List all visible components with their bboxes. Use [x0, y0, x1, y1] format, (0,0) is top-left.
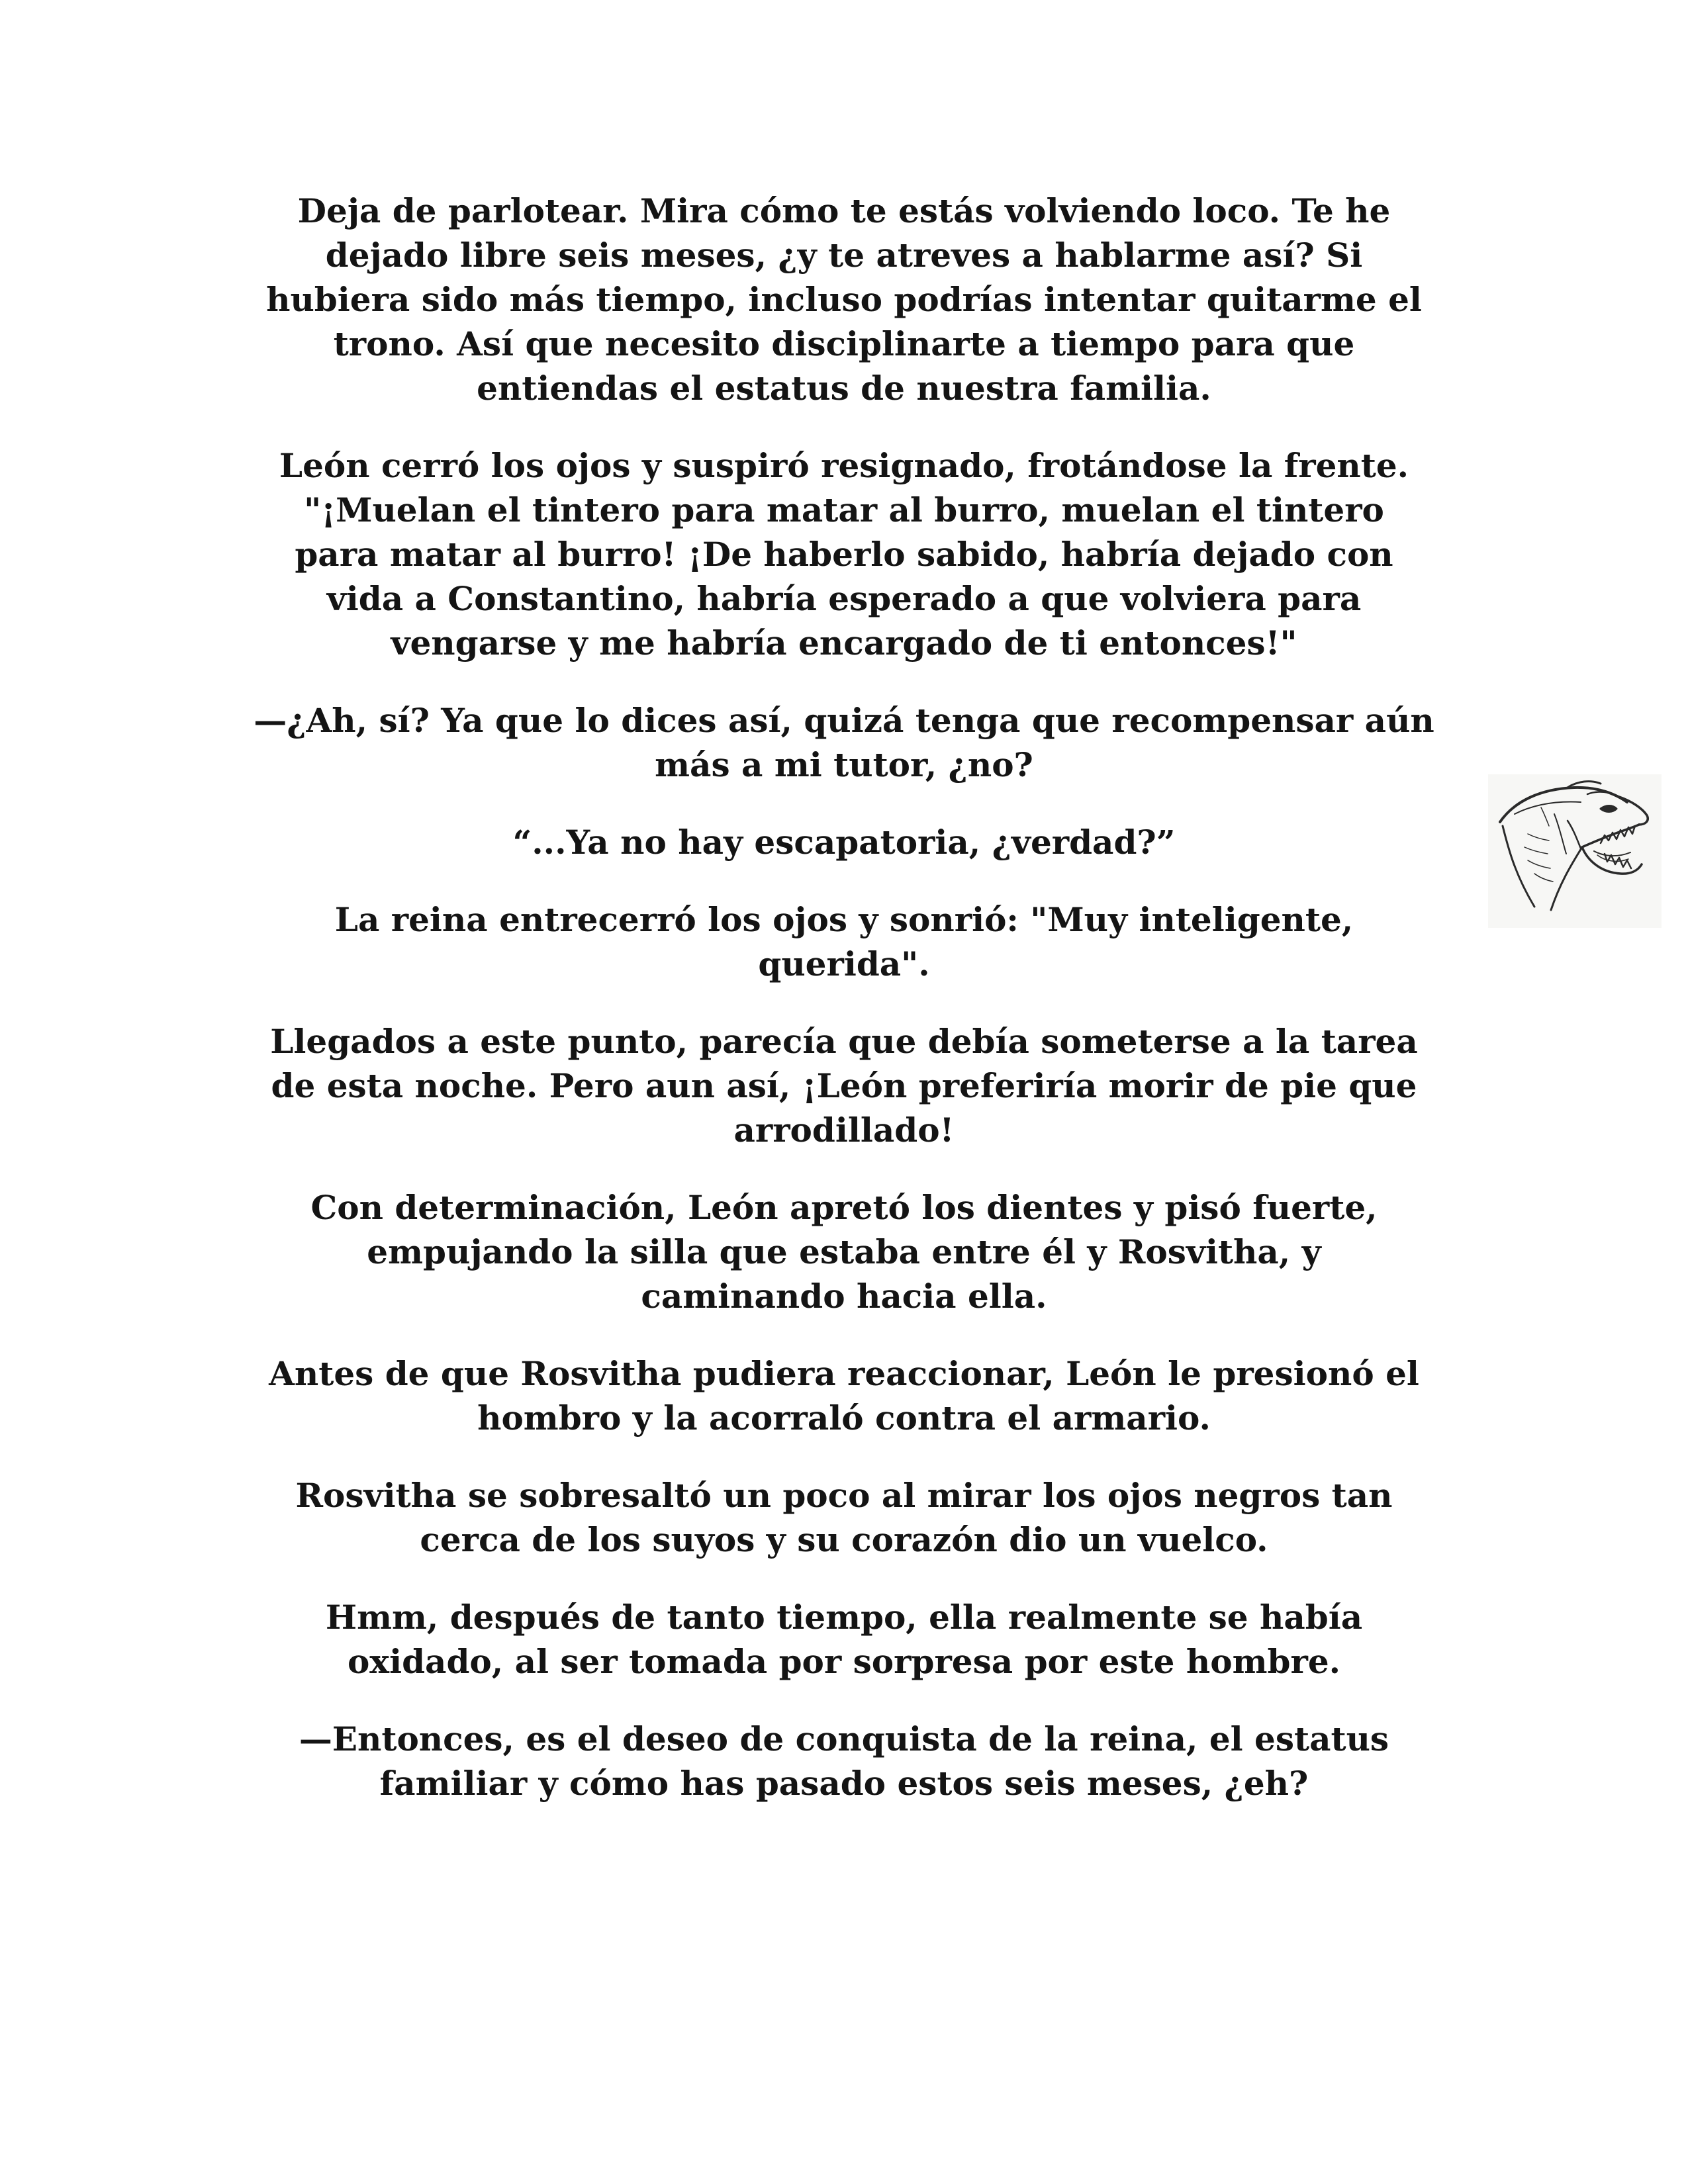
paragraph-3: —¿Ah, sí? Ya que lo dices así, quizá tenga que recompensar aún más a mi tutor, ¿no?: [254, 701, 1434, 784]
paragraph-7: Con determinación, León apretó los dientes y pisó fuerte, empujando la silla que estaba entre él y Rosvitha, y caminando hacia ella.: [310, 1188, 1378, 1316]
paragraph-8: Antes de que Rosvitha pudiera reaccionar, León le presionó el hombro y la acorraló contra el armario.: [269, 1354, 1419, 1437]
paragraph-5: La reina entrecerró los ojos y sonrió: "Muy inteligente, querida".: [334, 900, 1354, 983]
paragraph-10: Hmm, después de tanto tiempo, ella realmente se había oxidado, al ser tomada por sorpresa por este hombre.: [325, 1598, 1363, 1681]
paragraph-9: Rosvitha se sobresaltó un poco al mirar los ojos negros tan cerca de los suyos y su corazón dio un vuelco.: [295, 1476, 1393, 1559]
paragraph-11: —Entonces, es el deseo de conquista de la reina, el estatus familiar y cómo has pasado estos seis meses, ¿eh?: [299, 1719, 1389, 1803]
text-body: [232, 189, 1456, 1839]
paragraph-6: Llegados a este punto, parecía que debía someterse a la tarea de esta noche. Pero aun así, ¡León preferiría morir de pie que arrodillado!: [270, 1022, 1418, 1150]
paragraph-1: Deja de parlotear. Mira cómo te estás volviendo loco. Te he dejado libre seis meses, ¿y te atreves a hablarme así? Si hubiera sido más tiempo, incluso podrías intentar quitarme el trono. Así que necesito disciplinarte a tiempo para que entiendas el estatus de nuestra familia.: [266, 191, 1422, 408]
paragraph-4: “...Ya no hay escapatoria, ¿verdad?”: [512, 823, 1176, 862]
dragon-head-sketch-icon: [1488, 774, 1662, 928]
paragraph-2: León cerró los ojos y suspiró resignado, frotándose la frente. "¡Muelan el tintero para matar al burro, muelan el tintero para matar al burro! ¡De haberlo sabido, habría dejado con vida a Constantino, habría esperado a que volviera para vengarse y me habría encargado de ti entonces!": [279, 446, 1409, 662]
